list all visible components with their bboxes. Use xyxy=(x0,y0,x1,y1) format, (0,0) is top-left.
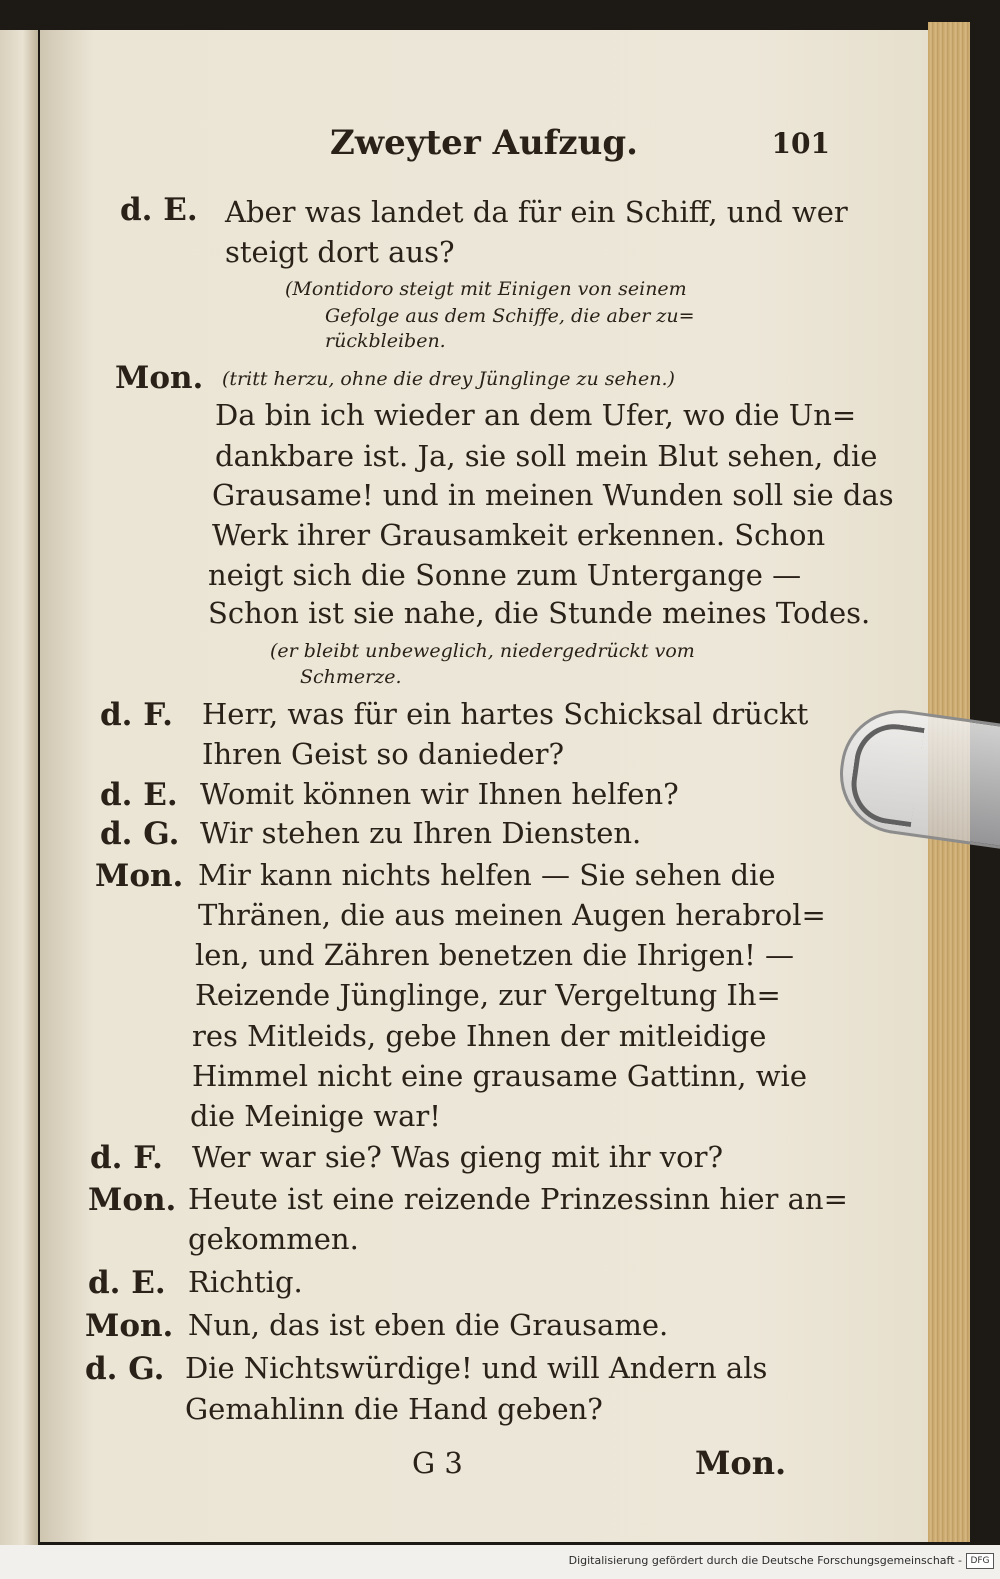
stage-direction: (tritt herzu, ohne die drey Jünglinge zu sehen.) xyxy=(222,368,675,390)
stage-direction: rückbleiben. xyxy=(325,330,446,352)
text-line: gekommen. xyxy=(188,1222,359,1256)
speaker-label: d. G. xyxy=(100,816,180,852)
text-line: Heute ist eine reizende Prinzessinn hier an= xyxy=(188,1182,848,1216)
text-line: Wir stehen zu Ihren Diensten. xyxy=(200,816,642,850)
speaker-label: d. E. xyxy=(100,777,178,813)
stage-direction: (Montidoro steigt mit Einigen von seinem xyxy=(285,278,687,300)
text-line: len, und Zähren benetzen die Ihrigen! — xyxy=(195,938,795,972)
text-line: Gemahlinn die Hand geben? xyxy=(185,1392,603,1426)
catchword: Mon. xyxy=(695,1444,787,1482)
text-line: Ihren Geist so danieder? xyxy=(202,737,565,771)
speaker-label: d. E. xyxy=(88,1265,166,1301)
text-line: Mir kann nichts helfen — Sie sehen die xyxy=(198,858,776,892)
text-line: neigt sich die Sonne zum Untergange — xyxy=(208,558,802,592)
facing-page-edge xyxy=(0,30,38,1545)
speaker-label: d. F. xyxy=(90,1140,163,1176)
speaker-label: d. F. xyxy=(100,697,173,733)
page-number: 101 xyxy=(771,127,830,160)
stage-direction: Schmerze. xyxy=(300,666,402,688)
text-line: Aber was landet da für ein Schiff, und wer xyxy=(225,195,848,229)
text-line: Herr, was für ein hartes Schicksal drückt xyxy=(202,697,809,731)
text-line: Womit können wir Ihnen helfen? xyxy=(200,777,679,811)
text-line: steigt dort aus? xyxy=(225,235,455,269)
speaker-label: Mon. xyxy=(115,360,204,396)
page-header xyxy=(330,123,830,163)
text-line: Reizende Jünglinge, zur Vergeltung Ih= xyxy=(195,978,781,1012)
text-line: dankbare ist. Ja, sie soll mein Blut sehen, die xyxy=(215,439,878,473)
signature-mark: G 3 xyxy=(412,1446,463,1480)
text-line: Richtig. xyxy=(188,1265,303,1299)
text-line: Nun, das ist eben die Grausame. xyxy=(188,1308,669,1342)
text-line: Grausame! und in meinen Wunden soll sie das xyxy=(212,478,894,512)
dfg-logo: DFG xyxy=(966,1553,994,1569)
speaker-label: d. E. xyxy=(120,192,198,228)
speaker-label: d. G. xyxy=(85,1351,165,1387)
text-line: Himmel nicht eine grausame Gattinn, wie xyxy=(192,1059,807,1093)
stage-direction: Gefolge aus dem Schiffe, die aber zu= xyxy=(325,305,695,327)
text-line: Werk ihrer Grausamkeit erkennen. Schon xyxy=(212,518,826,552)
speaker-label: Mon. xyxy=(88,1182,177,1218)
text-line: res Mitleids, gebe Ihnen der mitleidige xyxy=(192,1019,767,1053)
text-line: die Meinige war! xyxy=(190,1099,441,1133)
speaker-label: Mon. xyxy=(95,858,184,894)
running-title: Zweyter Aufzug. xyxy=(330,123,638,163)
text-line: Thränen, die aus meinen Augen herabrol= xyxy=(198,898,826,932)
digitization-credit: Digitalisierung gefördert durch die Deutsche Forschungsgemeinschaft - xyxy=(568,1554,962,1567)
text-line: Schon ist sie nahe, die Stunde meines Todes. xyxy=(208,596,871,630)
stage-direction: (er bleibt unbeweglich, niedergedrückt vom xyxy=(270,640,695,662)
text-line: Die Nichtswürdige! und will Andern als xyxy=(185,1351,768,1385)
speaker-label: Mon. xyxy=(85,1308,174,1344)
text-line: Wer war sie? Was gieng mit ihr vor? xyxy=(192,1140,724,1174)
text-line: Da bin ich wieder an dem Ufer, wo die Un= xyxy=(215,398,857,432)
